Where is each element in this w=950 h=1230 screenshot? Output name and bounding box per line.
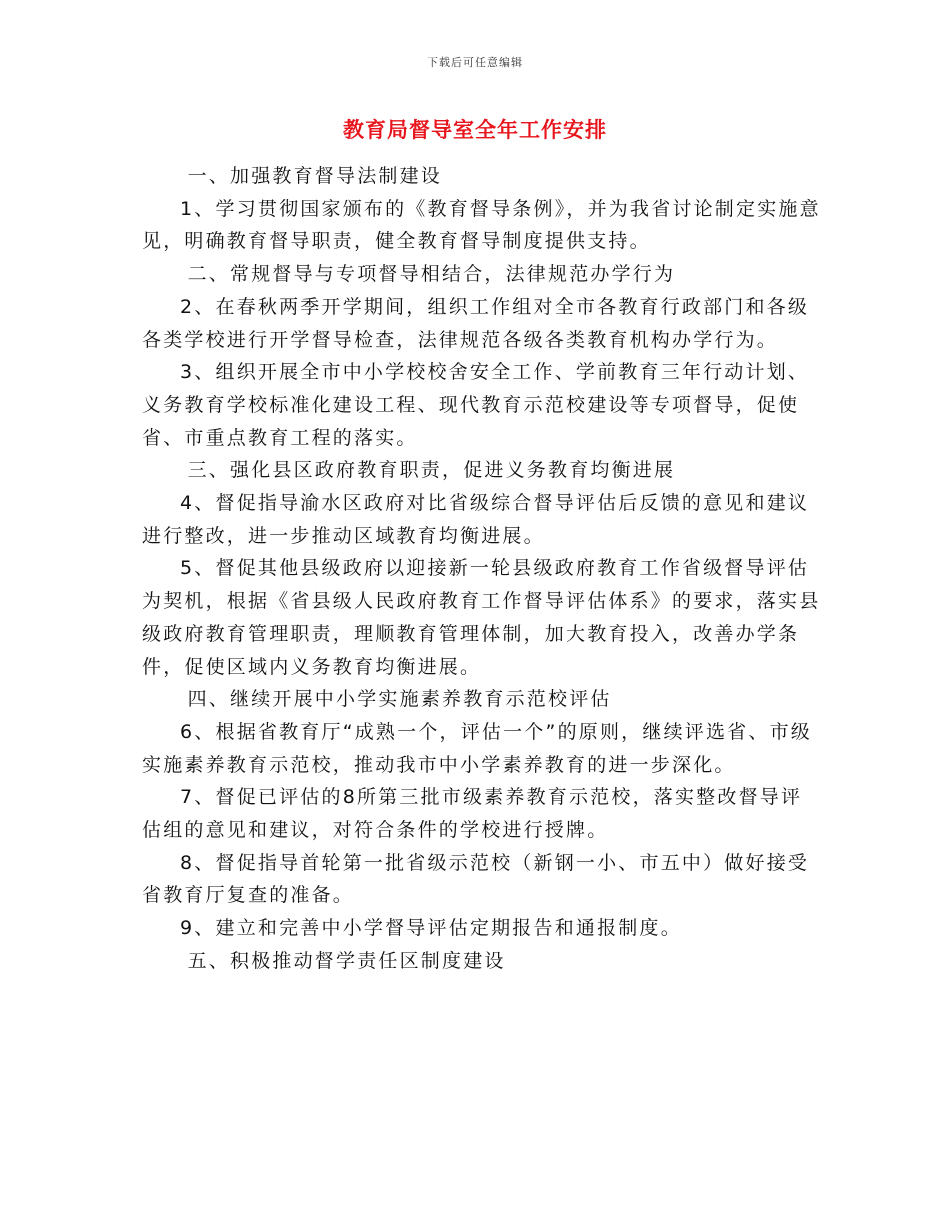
paragraph-2: 2、在春秋两季开学期间，组织工作组对全市各教育行政部门和各级各类学校进行开学督导检查，法律规范各级各类教育机构办学行为。 [142, 295, 810, 351]
paragraph-1: 1、学习贯彻国家颁布的《教育督导条例》，并为我省讨论制定实施意见，明确教育督导职责，健全教育督导制度提供支持。 [142, 197, 821, 253]
paragraph-4: 4、督促指导渝水区政府对比省级综合督导评估后反馈的意见和建议进行整改，进一步推动区域教育均衡进展。 [142, 492, 810, 547]
paragraph-9: 9、建立和完善中小学督导评估定期报告和通报制度。 [180, 917, 682, 940]
paragraph-5: 5、督促其他县级政府以迎接新一轮县级政府教育工作省级督导评估为契机，根据《省县级人民政府教育工作督导评估体系》的要求，落实县级政府教育管理职责，理顺教育管理体制，加大教育投入，改善办学条件，促使区域内义务教育均衡进展。 [142, 557, 821, 678]
paragraph-6: 6、根据省教育厅“成熟一个，评估一个”的原则，继续评选省、市级实施素养教育示范校，推动我市中小学素养教育的进一步深化。 [142, 720, 812, 776]
paragraph-3: 3、组织开展全市中小学校校舍安全工作、学前教育三年行动计划、义务教育学校标准化建设工程、现代教育示范校建设等专项督导，促使省、市重点教育工程的落实。 [142, 361, 810, 449]
section-heading-3: 三、强化县区政府教育职责，促进义务教育均衡进展 [187, 459, 676, 482]
paragraph-7: 7、督促已评估的8所第三批市级素养教育示范校，落实整改督导评估组的意见和建议，对符合条件的学校进行授牌。 [142, 786, 803, 842]
document-body [142, 160, 822, 978]
header-note: 下载后可任意编辑 [427, 56, 523, 69]
document-title: 教育局督导室全年工作安排 [343, 118, 607, 142]
section-heading-4: 四、继续开展中小学实施素养教育示范校评估 [187, 688, 612, 711]
section-heading-1: 一、加强教育督导法制建设 [187, 165, 442, 187]
section-heading-5: 五、积极推动督学责任区制度建设 [187, 949, 506, 972]
section-heading-2: 二、常规督导与专项督导相结合，法律规范办学行为 [187, 263, 676, 286]
paragraph-8: 8、督促指导首轮第一批省级示范校（新钢一小、市五中）做好接受省教育厅复查的准备。 [142, 851, 810, 907]
